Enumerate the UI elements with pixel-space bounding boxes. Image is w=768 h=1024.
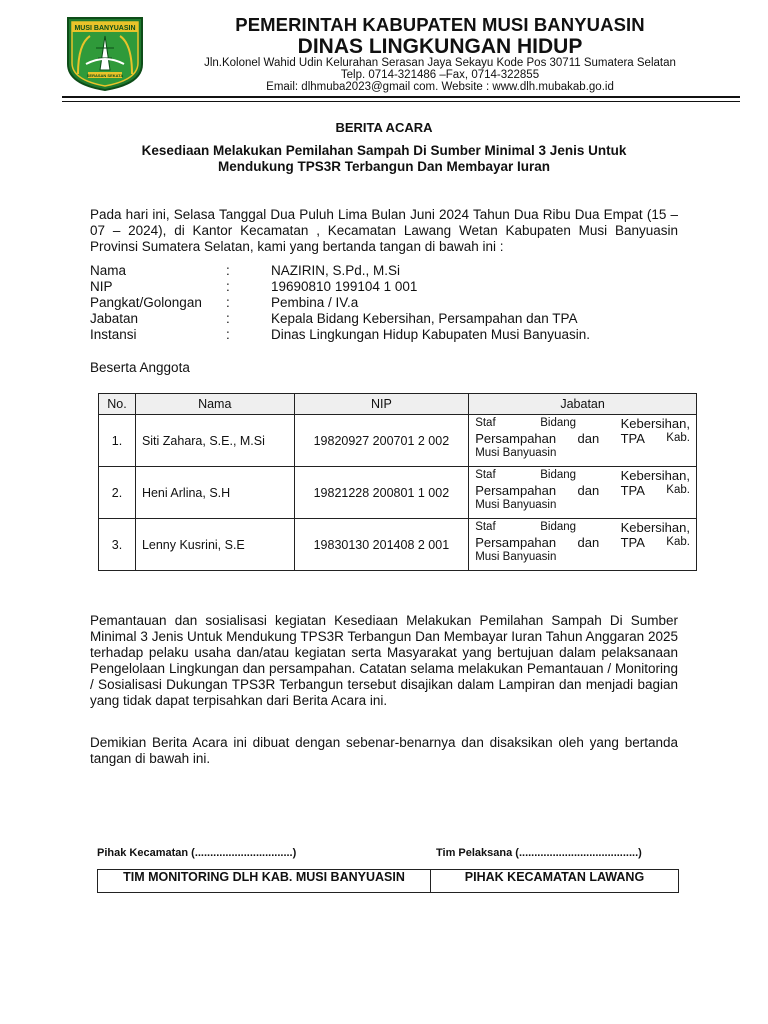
jab-word: Bidang [540, 521, 577, 533]
jab-word: Musi Banyuasin [475, 551, 557, 563]
cell-nama: Heni Arlina, S.H [135, 467, 294, 519]
sign-box-dlh: TIM MONITORING DLH KAB. MUSI BANYUASIN [98, 870, 431, 892]
jab-word: Kab. [666, 484, 690, 496]
table-row [99, 519, 697, 571]
table-row [99, 415, 697, 467]
letterhead-address: Jln.Kolonel Wahid Udin Kelurahan Serasan Jaya Sekayu Kode Pos 30711 Sumatera Selatan [204, 57, 676, 69]
cell-no: 2. [99, 467, 136, 519]
signature-box [97, 869, 679, 893]
svg-text:SERASAN SEKATA: SERASAN SEKATA [86, 73, 124, 78]
jab-word: Musi Banyuasin [475, 499, 557, 511]
header-no: No. [99, 394, 136, 415]
regency-logo [64, 14, 146, 92]
body-paragraph-1: Pemantauan dan sosialisasi kegiatan Kesediaan Melakukan Pemilahan Sampah Di Sumber Minimal 3 Jenis Untuk Mendukung TPS3R Terbangun Dan Membayar Iuran Tahun Anggaran 2025 terhadap pelaku usaha dan/atau kegiatan serta Masyarakat yang bertujuan dalam pelaksanaan Pengelolaan Lingkungan dan persampahan. Catatan selama melakukan Pemantauan / Monitoring / Sosialisasi Dukungan TPS3R Terbangun tersebut disajikan dalam Lampiran dan menjadi bagian yang tidak dapat terpisahkan dari Berita Acara ini. [90, 613, 678, 708]
subtitle-line-2: Mendukung TPS3R Terbangun Dan Membayar Iuran [217, 159, 551, 174]
identity-row-jabatan [90, 311, 690, 327]
identity-value: Dinas Lingkungan Hidup Kabupaten Musi Banyuasin. [271, 327, 590, 342]
members-table [98, 393, 697, 571]
cell-no: 1. [99, 415, 136, 467]
jab-word: Staf [475, 521, 496, 533]
identity-label: Jabatan [90, 311, 139, 326]
cell-jabatan [469, 519, 697, 571]
jab-word: TPA [620, 535, 645, 550]
identity-block [90, 263, 690, 343]
identity-colon: : [226, 279, 230, 294]
letterhead-rule-thick [62, 96, 740, 98]
cell-no: 3. [99, 519, 136, 571]
identity-label: Instansi [90, 327, 137, 342]
jab-word: Kebersihan, [620, 520, 690, 535]
letterhead-rule-thin [62, 101, 740, 102]
table-row [99, 467, 697, 519]
jab-word: Kebersihan, [620, 468, 690, 483]
identity-colon: : [226, 327, 230, 342]
table-header-row [99, 394, 697, 415]
sign-label-pelaksana: Tim Pelaksana (.......................................) [436, 847, 642, 859]
jab-word: TPA [620, 483, 645, 498]
jab-word: Musi Banyuasin [475, 447, 557, 459]
jab-word: Bidang [540, 469, 577, 481]
letterhead-email: Email: dlhmuba2023@gmail com. Website : www.dlh.mubakab.go.id [266, 81, 614, 93]
cell-jabatan [469, 467, 697, 519]
subtitle-line-1: Kesediaan Melakukan Pemilahan Sampah Di Sumber Minimal 3 Jenis Untuk [141, 143, 627, 158]
letterhead-agency: DINAS LINGKUNGAN HIDUP [297, 35, 583, 58]
identity-colon: : [226, 263, 230, 278]
identity-row-pangkat [90, 295, 690, 311]
jab-word: Staf [475, 469, 496, 481]
identity-row-nama [90, 263, 690, 279]
identity-colon: : [226, 295, 230, 310]
intro-paragraph: Pada hari ini, Selasa Tanggal Dua Puluh Lima Bulan Juni 2024 Tahun Dua Ribu Dua Empat (15 – 07 – 2024), di Kantor Kecamatan , Kecamatan Lawang Wetan Kabupaten Musi Banyuasin Provinsi Sumatera Selatan, kami yang bertanda tangan di bawah ini : [90, 207, 678, 254]
identity-colon: : [226, 311, 230, 326]
identity-row-instansi [90, 327, 690, 343]
jab-word: Kebersihan, [620, 416, 690, 431]
identity-value: Kepala Bidang Kebersihan, Persampahan dan TPA [271, 311, 578, 326]
sign-label-kecamatan: Pihak Kecamatan (................................) [97, 847, 297, 859]
jab-word: dan [577, 483, 600, 498]
jab-word: dan [577, 535, 600, 550]
jab-word: dan [577, 431, 600, 446]
cell-nip: 19821228 200801 1 002 [294, 467, 469, 519]
cell-nip: 19830130 201408 2 001 [294, 519, 469, 571]
document-title: BERITA ACARA [335, 120, 433, 135]
cell-jabatan [469, 415, 697, 467]
jab-word: Bidang [540, 417, 577, 429]
jab-word: Persampahan [475, 483, 557, 498]
jab-word: Persampahan [475, 535, 557, 550]
header-nama: Nama [135, 394, 294, 415]
jab-word: Kab. [666, 536, 690, 548]
identity-label: Nama [90, 263, 127, 278]
identity-row-nip [90, 279, 690, 295]
header-jabatan: Jabatan [469, 394, 697, 415]
letterhead-phone: Telp. 0714-321486 –Fax, 0714-322855 [340, 69, 540, 81]
jab-word: Staf [475, 417, 496, 429]
identity-label: NIP [90, 279, 113, 294]
identity-value: Pembina / IV.a [271, 295, 359, 310]
svg-text:MUSI BANYUASIN: MUSI BANYUASIN [74, 25, 136, 32]
cell-nama: Siti Zahara, S.E., M.Si [135, 415, 294, 467]
sign-box-kecamatan: PIHAK KECAMATAN LAWANG [464, 870, 645, 884]
body-paragraph-2: Demikian Berita Acara ini dibuat dengan sebenar-benarnya dan disaksikan oleh yang bertanda tangan di bawah ini. [90, 735, 678, 766]
identity-value: 19690810 199104 1 001 [271, 279, 418, 294]
header-nip: NIP [294, 394, 469, 415]
jab-word: Kab. [666, 432, 690, 444]
letterhead-government: PEMERINTAH KABUPATEN MUSI BANYUASIN [235, 14, 645, 35]
cell-nip: 19820927 200701 2 002 [294, 415, 469, 467]
cell-nama: Lenny Kusrini, S.E [135, 519, 294, 571]
document-subtitle [90, 143, 678, 175]
jab-word: Persampahan [475, 431, 557, 446]
jab-word: TPA [620, 431, 645, 446]
identity-value: NAZIRIN, S.Pd., M.Si [271, 263, 401, 278]
identity-label: Pangkat/Golongan [90, 295, 202, 310]
members-heading: Beserta Anggota [90, 360, 190, 375]
